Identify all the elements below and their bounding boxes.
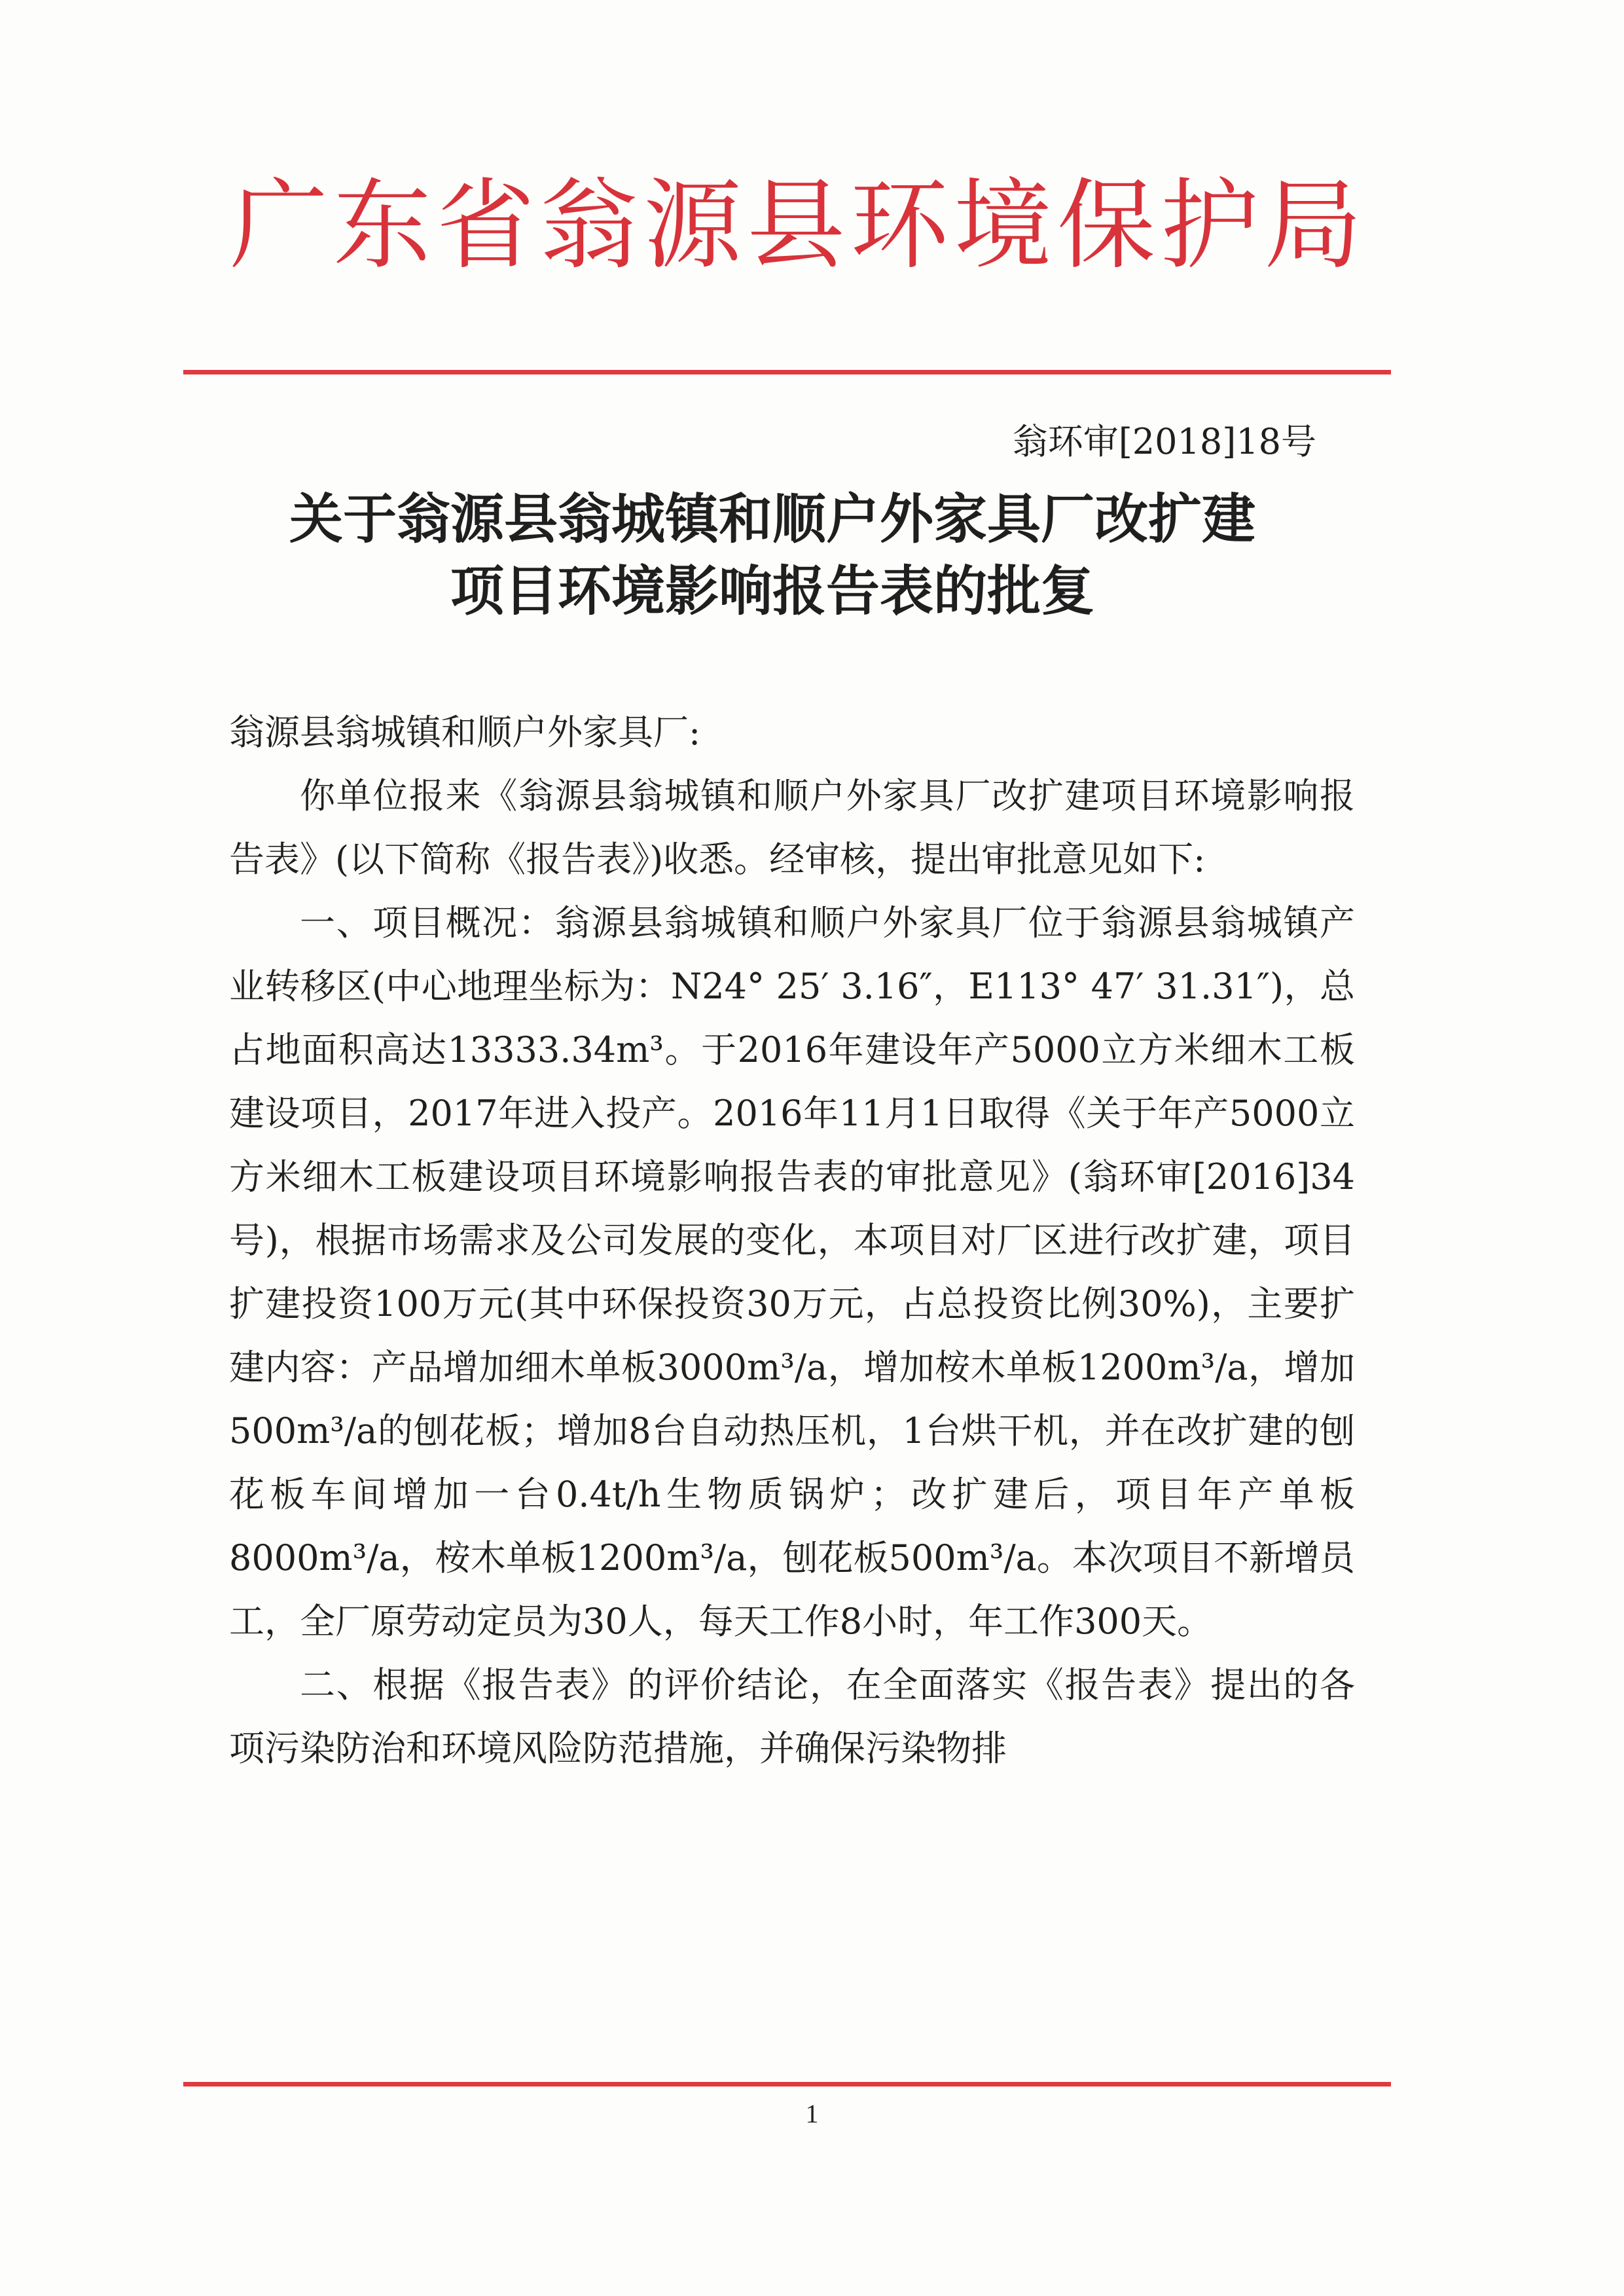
body-paragraph: 你单位报来《翁源县翁城镇和顺户外家具厂改扩建项目环境影响报告表》(以下简称《报告表》)收悉。经审核，提出审批意见如下: (229, 775, 1355, 880)
agency-letterhead: 广东省翁源县环境保护局 (229, 169, 1367, 283)
document-body (229, 701, 1355, 1780)
page-number: 1 (805, 2099, 819, 2128)
addressee: 翁源县翁城镇和顺户外家具厂: (229, 712, 701, 753)
document-title-line-1: 关于翁源县翁城镇和顺户外家具厂改扩建 (289, 488, 1255, 551)
header-divider (183, 370, 1391, 374)
document-title-line-2: 项目环境影响报告表的批复 (450, 560, 1094, 623)
footer-divider (183, 2082, 1391, 2086)
body-paragraph: 二、根据《报告表》的评价结论，在全面落实《报告表》提出的各项污染防治和环境风险防范措施，并确保污染物排 (229, 1664, 1355, 1769)
document-number: 翁环审[2018]18号 (1012, 421, 1316, 462)
body-paragraph: 一、项目概况：翁源县翁城镇和顺户外家具厂位于翁源县翁城镇产业转移区(中心地理坐标为：N24° 25′ 3.16″，E113° 47′ 31.31″)，总占地面积高达13333.34m³。于2016年建设年产5000立方米细木工板建设项目，2017年进入投产。2016年11月1日取得《关于年产5000立方米细木工板建设项目环境影响报告表的审批意见》(翁环审[2016]34号)，根据市场需求及公司发展的变化，本项目对厂区进行改扩建，项目扩建投资100万元(其中环保投资30万元，占总投资比例30%)，主要扩建内容：产品增加细木单板3000m³/a，增加桉木单板1200m³/a，增加500m³/a的刨花板；增加8台自动热压机，1台烘干机，并在改扩建的刨花板车间增加一台0.4t/h生物质锅炉；改扩建后，项目年产单板8000m³/a，桉木单板1200m³/a，刨花板500m³/a。本次项目不新增员工，全厂原劳动定员为30人，每天工作8小时，年工作300天。 (229, 902, 1355, 1642)
